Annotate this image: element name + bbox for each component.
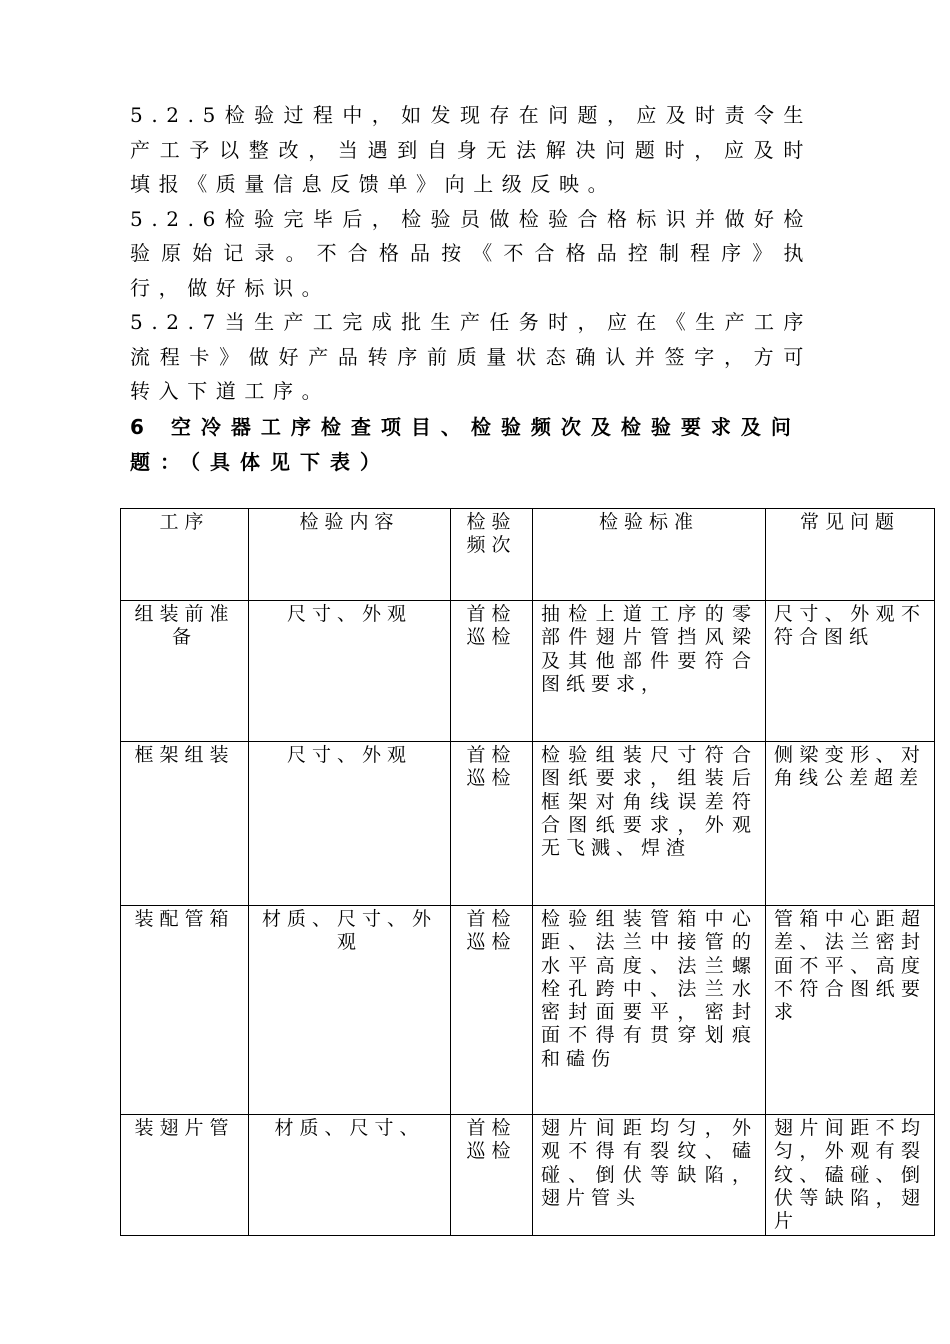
- header-issues: 常见问题: [766, 509, 935, 601]
- cell-frequency: 首检巡检: [451, 742, 533, 906]
- header-frequency: 检验频次: [451, 509, 533, 601]
- cell-content: 尺寸、外观: [249, 742, 451, 906]
- cell-content: 材质、尺寸、外观: [249, 906, 451, 1115]
- cell-issues: 侧梁变形、对角线公差超差: [766, 742, 935, 906]
- table-row: [121, 1115, 935, 1236]
- table-header-row: [121, 509, 935, 601]
- cell-standard: 检验组装管箱中心距、法兰中接管的水平高度、法兰螺栓孔跨中、法兰水密封面要平，密封面不得有贯穿划痕和磕伤: [533, 906, 766, 1115]
- table-row: [121, 601, 935, 742]
- paragraph-5-2-6: 5.2.6检验完毕后，检验员做检验合格标识并做好检验原始记录。不合格品按《不合格品控制程序》执行，做好标识。: [130, 206, 812, 300]
- cell-standard: 检验组装尺寸符合图纸要求，组装后框架对角线误差符合图纸要求，外观无飞溅、焊渣: [533, 742, 766, 906]
- cell-standard: 抽检上道工序的零部件翅片管挡风梁及其他部件要符合图纸要求，: [533, 601, 766, 742]
- cell-frequency: 首检巡检: [451, 1115, 533, 1236]
- cell-issues: 翅片间距不均匀，外观有裂纹、磕碰、倒伏等缺陷，翅片: [766, 1115, 935, 1236]
- cell-frequency: 首检巡检: [451, 906, 533, 1115]
- table-row: [121, 906, 935, 1115]
- inspection-table: [120, 508, 935, 1236]
- body-text: [130, 98, 812, 409]
- cell-frequency: 首检巡检: [451, 601, 533, 742]
- header-standard: 检验标准: [533, 509, 766, 601]
- cell-process: 组装前准备: [121, 601, 249, 742]
- header-content: 检验内容: [249, 509, 451, 601]
- paragraph-5-2-7: 5.2.7当生产工完成批生产任务时，应在《生产工序流程卡》做好产品转序前质量状态确认并签字，方可转入下道工序。: [130, 310, 812, 403]
- cell-content: 尺寸、外观: [249, 601, 451, 742]
- table-row: [121, 742, 935, 906]
- cell-process: 装配管箱: [121, 906, 249, 1115]
- cell-content: 材质、尺寸、: [249, 1115, 451, 1236]
- cell-process: 装翅片管: [121, 1115, 249, 1236]
- paragraph-5-2-5: 5.2.5检验过程中，如发现存在问题，应及时责令生产工予以整改，当遇到自身无法解决问题时，应及时填报《质量信息反馈单》向上级反映。: [130, 103, 812, 196]
- header-process: 工序: [121, 509, 249, 601]
- cell-issues: 尺寸、外观不符合图纸: [766, 601, 935, 742]
- cell-process: 框架组装: [121, 742, 249, 906]
- section-heading: 6 空冷器工序检查项目、检验频次及检验要求及问题：（具体见下表）: [130, 415, 801, 474]
- cell-standard: 翅片间距均匀，外观不得有裂纹、磕碰、倒伏等缺陷，翅片管头: [533, 1115, 766, 1236]
- cell-issues: 管箱中心距超差、法兰密封面不平、高度不符合图纸要求: [766, 906, 935, 1115]
